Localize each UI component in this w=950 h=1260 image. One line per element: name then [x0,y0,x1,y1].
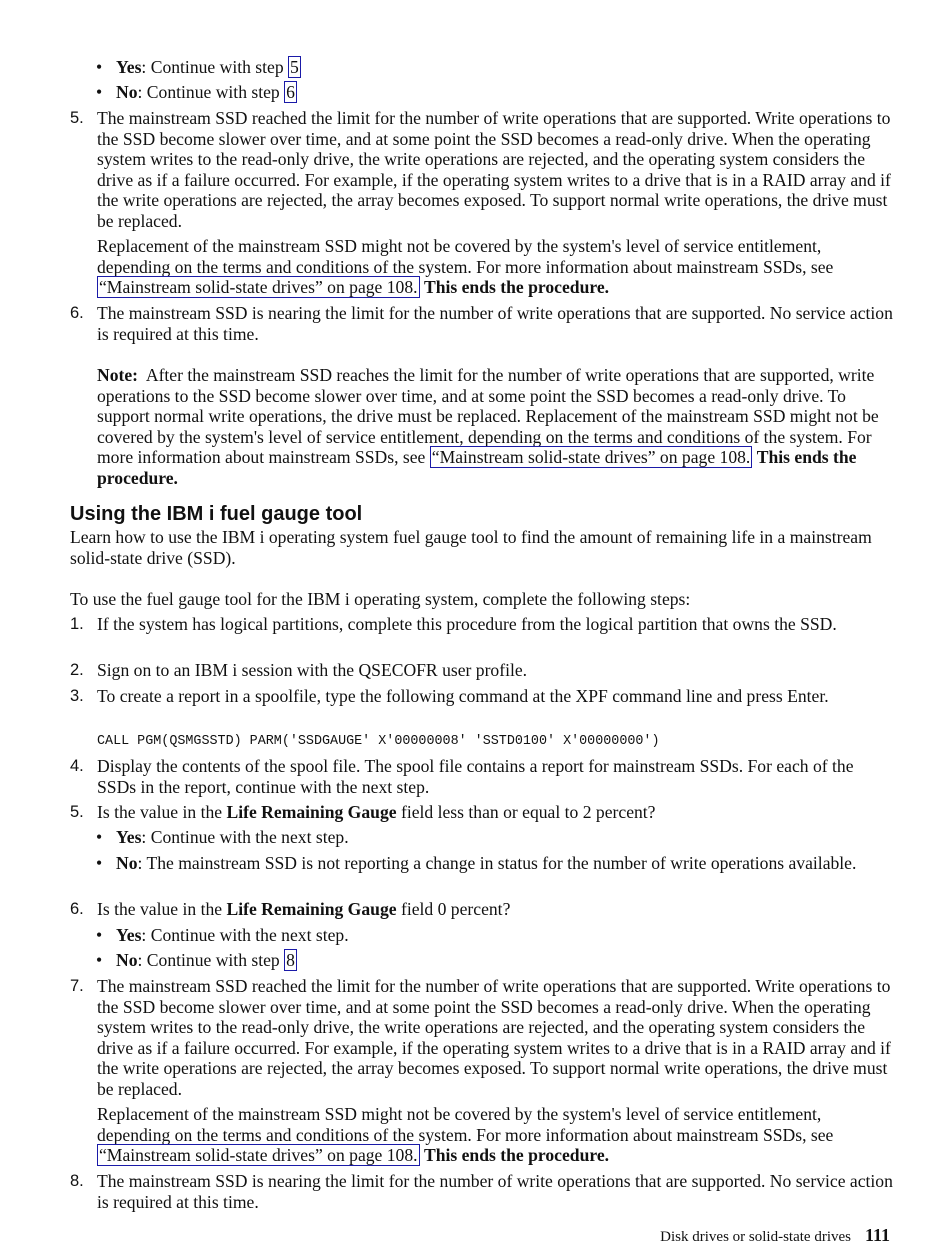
bullet-text: : Continue with step [137,82,280,102]
step-6-paragraph: The mainstream SSD is nearing the limit for the number of write operations that are supported. No service action is required at this time. [97,303,893,344]
yes-label: Yes [116,827,142,847]
step-5-replacement-paragraph [97,236,897,298]
no-label: No [116,82,138,102]
bullet-yes-item [116,57,896,78]
step-number: 2. [70,661,84,679]
section-intro: Learn how to use the IBM i operating system fuel gauge tool to find the amount of remaining life in a mainstream solid-state drive (SSD). [70,527,872,568]
section-heading: Using the IBM i fuel gauge tool [70,503,363,525]
step-5-paragraph: The mainstream SSD reached the limit for the number of write operations that are supported. Write operations to the SSD become slower over time, and at some point the SSD becomes a read-only drive. When the operating system writes to the read-only drive, the write operations are rejected, and the operating system considers the drive as if a failure occurred. For example, if the operating system writes to a drive that is in a RAID array and if the write operations are rejected, the array becomes exposed. To support normal write operations, the drive must be replaced. [97,108,891,231]
step-7-replacement-paragraph: Replacement of the mainstream SSD might not be covered by the system's level of service entitlement, depending on the terms and conditions of the system. For more information about mainstream SSDs, see “Mainstream solid-state drives” on page 108. This ends the procedure. [97,1104,834,1165]
step-8-link[interactable]: 8 [286,950,295,970]
bullet-no-item: No: Continue with step 8 [116,950,295,970]
step-4-text: Display the contents of the spool file. The spool file contains a report for mainstream SSDs. For each of the SSDs in the report, continue with the next step. [97,756,854,797]
step-number: 4. [70,757,84,775]
step-8-text: The mainstream SSD is nearing the limit for the number of write operations that are supported. No service action is required at this time. [97,1171,893,1212]
bullet: • [96,827,103,847]
field-name: Life Remaining Gauge [226,899,397,919]
replacement-text: Replacement of the mainstream SSD might not be covered by the system's level of service entitlement, depending on the terms and conditions of the system. For more information about mainstream SSDs, see [97,236,834,277]
step-number: 3. [70,687,84,705]
page-footer [660,1225,890,1248]
yes-label: Yes [116,57,142,77]
step-number: 6. [70,304,84,322]
bullet: • [96,57,103,77]
note-paragraph [97,365,897,488]
yes-label: Yes [116,925,142,945]
page-number: 111 [864,1225,890,1245]
footer-title: Disk drives or solid-state drives [660,1229,851,1245]
step-3-text: To create a report in a spoolfile, type the following command at the XPF command line and press Enter. [97,686,829,706]
step-6-link[interactable]: 6 [286,82,295,102]
step-number: 5. [70,803,84,821]
procedure-end: This ends the procedure. [423,1145,610,1165]
bullet: • [96,925,103,945]
step-5-question: Is the value in the Life Remaining Gauge field less than or equal to 2 percent? [97,802,656,822]
note-label: Note: [97,365,139,385]
command-code: CALL PGM(QSMGSSTD) PARM('SSDGAUGE' X'00000008' 'SSTD0100' X'00000000') [97,734,660,749]
procedure-end: This ends the procedure. [97,447,857,488]
bullet-yes-item: Yes: Continue with the next step. [116,827,349,847]
step-number: 6. [70,900,84,918]
step-1-text: If the system has logical partitions, complete this procedure from the logical partition that owns the SSD. [97,614,837,634]
step-number: 5. [70,109,84,127]
bullet-no-item [116,82,896,103]
bullet: • [96,950,103,970]
no-label: No [116,950,138,970]
steps-lead: To use the fuel gauge tool for the IBM i operating system, complete the following steps: [70,589,691,609]
step-7-paragraph: The mainstream SSD reached the limit for the number of write operations that are supported. Write operations to the SSD become slower over time, and at some point the SSD becomes a read-only drive. When the operating system writes to the read-only drive, the write operations are rejected, and the operating system considers the drive as if a failure occurred. For example, if the operating system writes to a drive that is in a RAID array and if the write operations are rejected, the array becomes exposed. To support normal write operations, the drive must be replaced. [97,976,891,1099]
bullet-yes-item: Yes: Continue with the next step. [116,925,349,945]
note-text: After the mainstream SSD reaches the limit for the number of write operations that are supported, write operations to the SSD become slower over time, and at some point the SSD becomes a read-only drive. To support normal write operations, the drive must be replaced. Replacement of the mainstream SSD might not be covered by the system's level of service entitlement, depending on the terms and conditions of the system. For more information about mainstream SSDs, see [97,365,879,467]
step-number: 7. [70,977,84,995]
bullet-no-item: No: The mainstream SSD is not reporting a change in status for the number of write operations available. [116,853,857,873]
no-label: No [116,853,138,873]
mainstream-ssd-link[interactable]: “Mainstream solid-state drives” on page 108. [431,447,751,467]
mainstream-ssd-link[interactable]: “Mainstream solid-state drives” on page 108. [99,1145,418,1165]
step-6-question: Is the value in the Life Remaining Gauge field 0 percent? [97,899,511,919]
step-2-text: Sign on to an IBM i session with the QSECOFR user profile. [97,660,528,680]
step-number: 1. [70,615,84,633]
bullet: • [96,853,103,873]
mainstream-ssd-link[interactable]: “Mainstream solid-state drives” on page 108. [99,277,418,297]
procedure-end: This ends the procedure. [423,277,610,297]
bullet: • [96,82,103,102]
field-name: Life Remaining Gauge [226,802,397,822]
step-number: 8. [70,1172,84,1190]
step-5-link[interactable]: 5 [290,57,299,77]
bullet-text: : Continue with step [141,57,284,77]
